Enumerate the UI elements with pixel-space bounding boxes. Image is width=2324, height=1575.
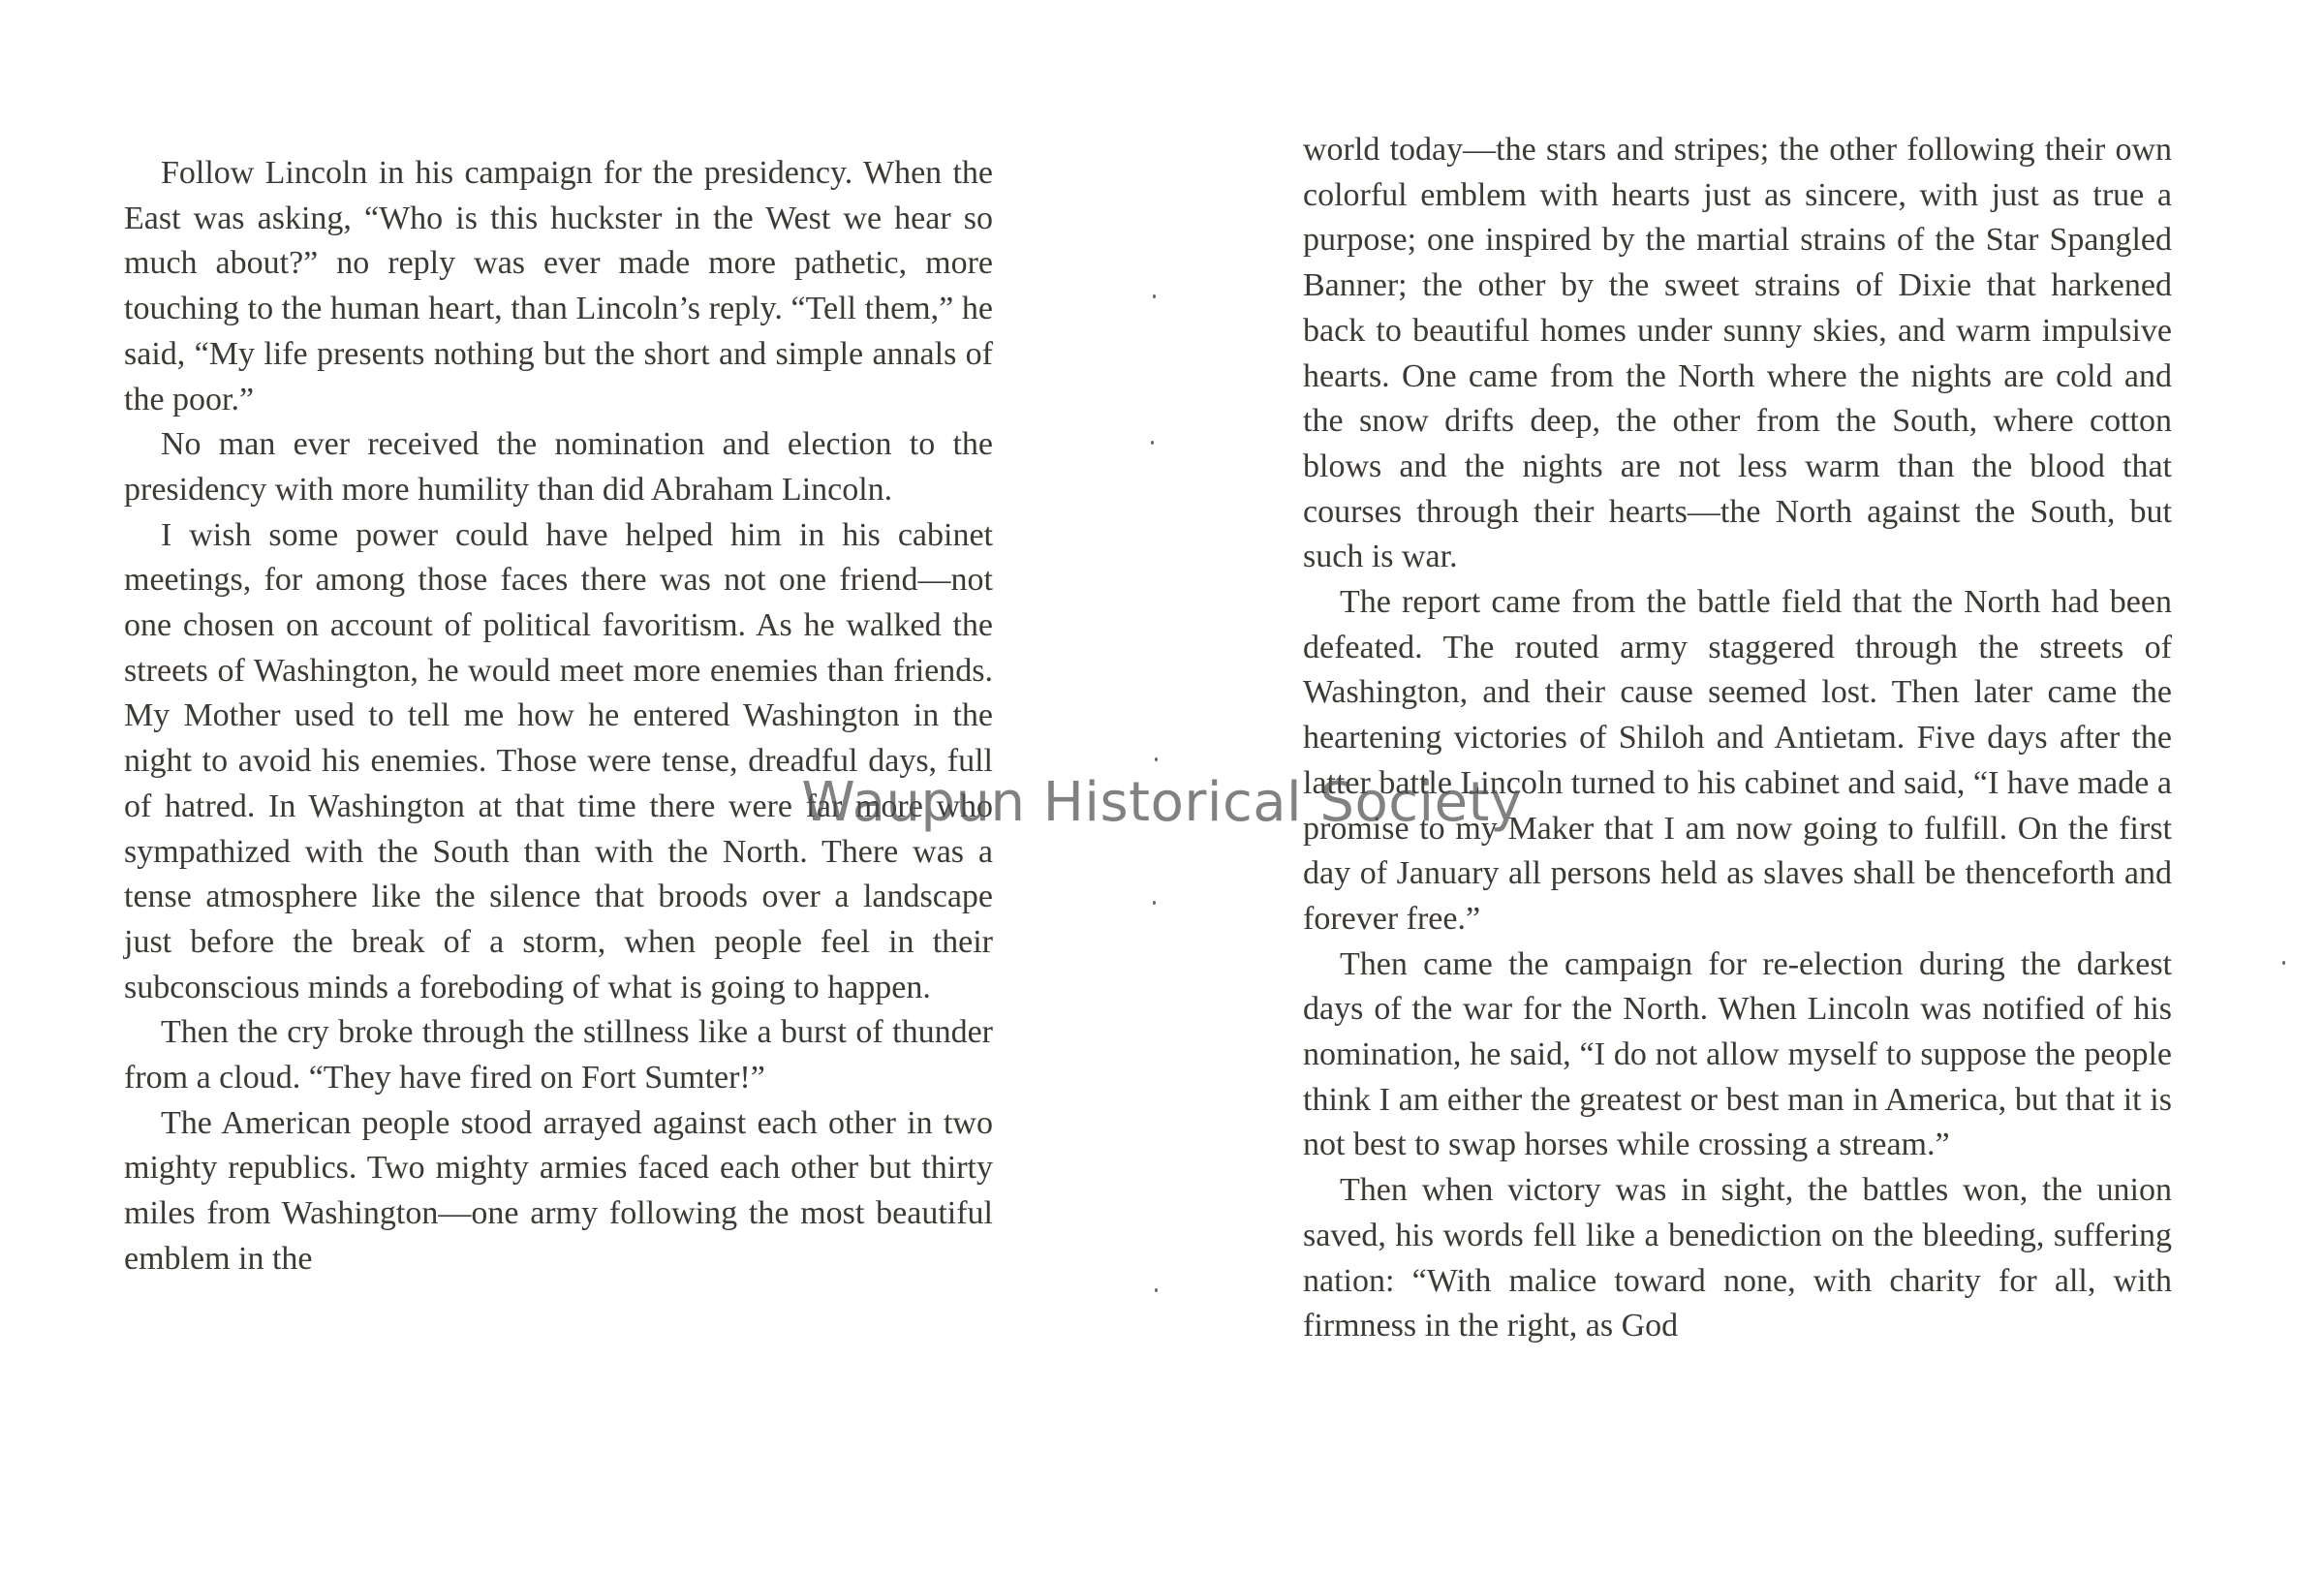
gutter-speck <box>1151 441 1154 445</box>
left-page-column <box>124 151 993 1282</box>
gutter-speck <box>1153 901 1156 905</box>
gutter-speck <box>1155 1288 1158 1292</box>
paragraph: Then the cry broke through the stillness like a burst of thunder from a cloud. “They have fired on Fort Sumter!” <box>124 1014 993 1096</box>
gutter-speck <box>1153 294 1156 298</box>
gutter-speck <box>1155 757 1158 761</box>
watermark: Waupun Historical Society <box>801 771 1523 834</box>
paragraph-continued: world today—the stars and stripes; the other following their own colorful emblem with hearts just as sincere, with just as true a purpose; one inspired by the martial strains of the Star Spangled Banner; the other by the sweet strains of Dixie that harkened back to beautiful homes under sunny skies, and warm impulsive hearts. One came from the North where the nights are cold and the snow drifts deep, the other from the South, where cotton blows and the nights are not less warm than the blood that courses through their hearts—the North against the South, but such is war. <box>1303 132 2172 575</box>
page-speck <box>2282 961 2285 965</box>
paragraph: Then came the campaign for re-election during the darkest days of the war for the North. When Lincoln was notified of his nomination, he said, “I do not allow myself to suppose the people think I am either the greatest or best man in America, but that it is not best to swap horses while crossing a stream.” <box>1303 945 2172 1163</box>
paragraph: I wish some power could have helped him in his cabinet meetings, for among those faces there was not one friend—not one chosen on account of political favoritism. As he walked the streets of Washington, he would meet more enemies than friends. My Mother used to tell me how he entered Washington in the night to avoid his enemies. Those were tense, dreadful days, full of hatred. In Washington at that time there were far more who sympathized with the South than with the North. There was a tense atmosphere like the silence that broods over a landscape just before the break of a storm, when people feel in their subconscious minds a foreboding of what is going to happen. <box>124 516 993 1005</box>
paragraph: Then when victory was in sight, the battles won, the union saved, his words fell like a benediction on the bleeding, suffering nation: “With malice toward none, with charity for all, with firmness in the right, as God <box>1303 1172 2172 1344</box>
paragraph: Follow Lincoln in his campaign for the presidency. When the East was asking, “Who is this huckster in the West we hear so much about?” no reply was ever made more pathetic, more touching to the human heart, than Lincoln’s reply. “Tell them,” he said, “My life presents nothing but the short and simple annals of the poor.” <box>124 155 993 417</box>
paragraph: The report came from the battle field that the North had been defeated. The routed army staggered through the streets of Washington, and their cause seemed lost. Then later came the heartening victories of Shiloh and Antietam. Five days after the latter battle Lincoln turned to his cabinet and said, “I have made a promise to my Maker that I am now going to fulfill. On the first day of January all persons held as slaves shall be thenceforth and forever free.” <box>1303 584 2172 937</box>
right-page-column <box>1303 128 2172 1349</box>
paragraph: No man ever received the nomination and election to the presidency with more humility than did Abraham Lincoln. <box>124 426 993 508</box>
paragraph: The American people stood arrayed against each other in two mighty republics. Two mighty armies faced each other but thirty miles from Washington—one army following the most beautiful emblem in the <box>124 1104 993 1277</box>
